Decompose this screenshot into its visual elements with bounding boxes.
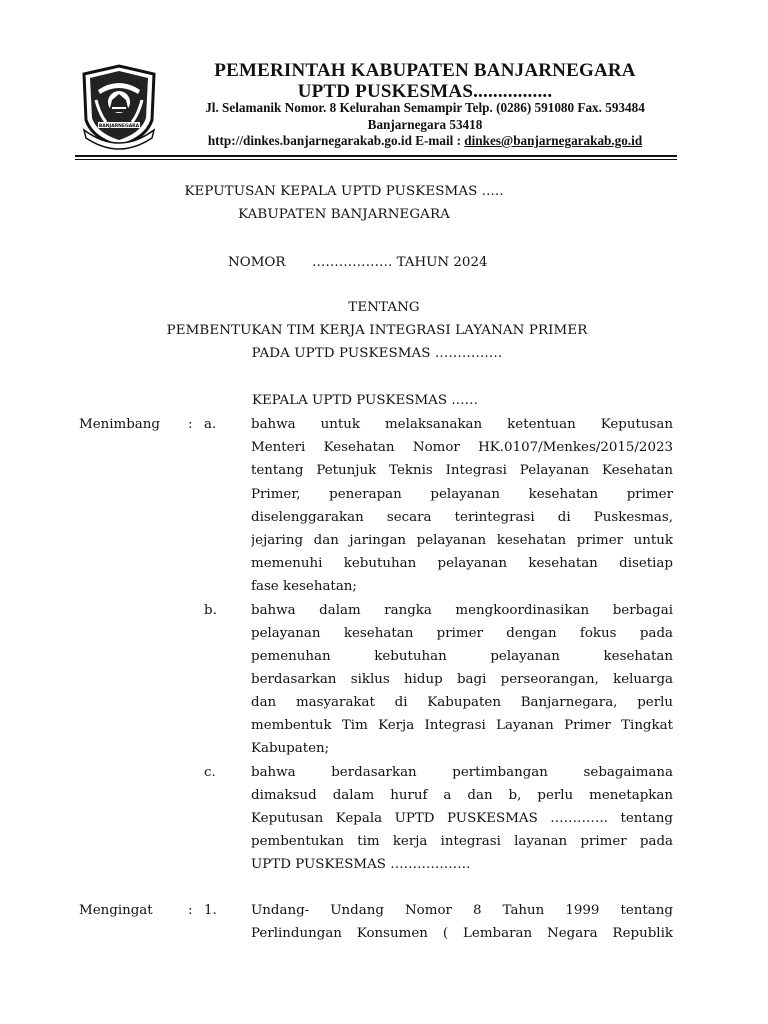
menimbang-item-b-marker: b. xyxy=(204,603,217,618)
letterhead-government-name: PEMERINTAH KABUPATEN BANJARNEGARA xyxy=(214,60,636,81)
mengingat-item-1-marker: 1. xyxy=(204,903,217,918)
letterhead-puskesmas-name: UPTD PUSKESMAS................ xyxy=(297,81,553,102)
menimbang-a-line: jejaring dan jaringan pelayanan kesehatan primer untuk xyxy=(251,533,673,548)
letterhead-city: Banjarnegara 53418 xyxy=(367,117,483,132)
menimbang-b-line: berdasarkan siklus hidup bagi perseorangan, keluarga xyxy=(251,672,673,687)
menimbang-a-line: memenuhi kebutuhan pelayanan kesehatan disetiap xyxy=(251,556,673,571)
menimbang-a-line: tentang Petunjuk Teknis Integrasi Pelayanan Kesehatan xyxy=(251,463,673,478)
letterhead-divider-thin xyxy=(75,159,677,160)
mengingat-line: Perlindungan Konsumen ( Lembaran Negara Republik xyxy=(251,926,673,941)
letterhead-email-link[interactable]: dinkes@banjarnegarakab.go.id xyxy=(464,133,643,148)
menimbang-c-line: pembentukan tim kerja integrasi layanan primer pada xyxy=(251,834,673,849)
menimbang-a-line: diselenggarakan secara terintegrasi di Puskesmas, xyxy=(251,510,673,525)
menimbang-a-line: Menteri Kesehatan Nomor HK.0107/Menkes/2015/2023 xyxy=(251,440,673,455)
menimbang-a-line: bahwa untuk melaksanakan ketentuan Keputusan xyxy=(251,417,673,432)
menimbang-c-line: UPTD PUSKESMAS ……………… xyxy=(251,857,471,872)
menimbang-label: Menimbang xyxy=(79,417,160,432)
menimbang-b-line: Kabupaten; xyxy=(251,741,330,756)
menimbang-colon: : xyxy=(188,417,193,432)
menimbang-a-line: fase kesehatan; xyxy=(251,579,357,594)
letterhead-website[interactable]: http://dinkes.banjarnegarakab.go.id E-mail : xyxy=(207,133,465,148)
decree-number-value: ……………… TAHUN 2024 xyxy=(312,255,488,270)
decree-subject-line2: PADA UPTD PUSKESMAS …………… xyxy=(251,346,503,361)
menimbang-b-line: pemenuhan kebutuhan pelayanan kesehatan xyxy=(251,649,673,664)
mengingat-colon: : xyxy=(188,903,193,918)
menimbang-c-line: dimaksud dalam huruf a dan b, perlu menetapkan xyxy=(251,788,673,803)
menimbang-c-line: Keputusan Kepala UPTD PUSKESMAS …………. tentang xyxy=(251,811,673,826)
menimbang-b-line: pelayanan kesehatan primer dengan fokus pada xyxy=(251,626,673,641)
menimbang-b-line: bahwa dalam rangka mengkoordinasikan berbagai xyxy=(251,603,673,618)
menimbang-item-a-marker: a. xyxy=(204,417,217,432)
menimbang-b-line: dan masyarakat di Kabupaten Banjarnegara, perlu xyxy=(251,695,673,710)
decree-title-line1: KEPUTUSAN KEPALA UPTD PUSKESMAS ..... xyxy=(184,184,504,199)
letterhead-address: Jl. Selamanik Nomor. 8 Kelurahan Semampir Telp. (0286) 591080 Fax. 593484 xyxy=(205,100,645,115)
decree-title-line2: KABUPATEN BANJARNEGARA xyxy=(238,207,450,222)
letterhead-contact xyxy=(150,133,700,149)
logo-banner-text: BANJARNEGARA xyxy=(98,124,140,129)
letterhead-divider-thick xyxy=(75,155,677,157)
decree-number-label: NOMOR xyxy=(228,255,286,270)
menimbang-b-line: membentuk Tim Kerja Integrasi Layanan Primer Tingkat xyxy=(251,718,673,733)
menimbang-a-line: Primer, penerapan pelayanan kesehatan primer xyxy=(251,487,673,502)
menimbang-c-line: bahwa berdasarkan pertimbangan sebagaimana xyxy=(251,765,673,780)
mengingat-label: Mengingat xyxy=(79,903,153,918)
menimbang-item-c-marker: c. xyxy=(204,765,216,780)
tentang-heading: TENTANG xyxy=(348,300,420,315)
decree-issuer: KEPALA UPTD PUSKESMAS …… xyxy=(252,393,479,408)
decree-subject-line1: PEMBENTUKAN TIM KERJA INTEGRASI LAYANAN PRIMER xyxy=(166,323,588,338)
mengingat-line: Undang- Undang Nomor 8 Tahun 1999 tentang xyxy=(251,903,673,918)
